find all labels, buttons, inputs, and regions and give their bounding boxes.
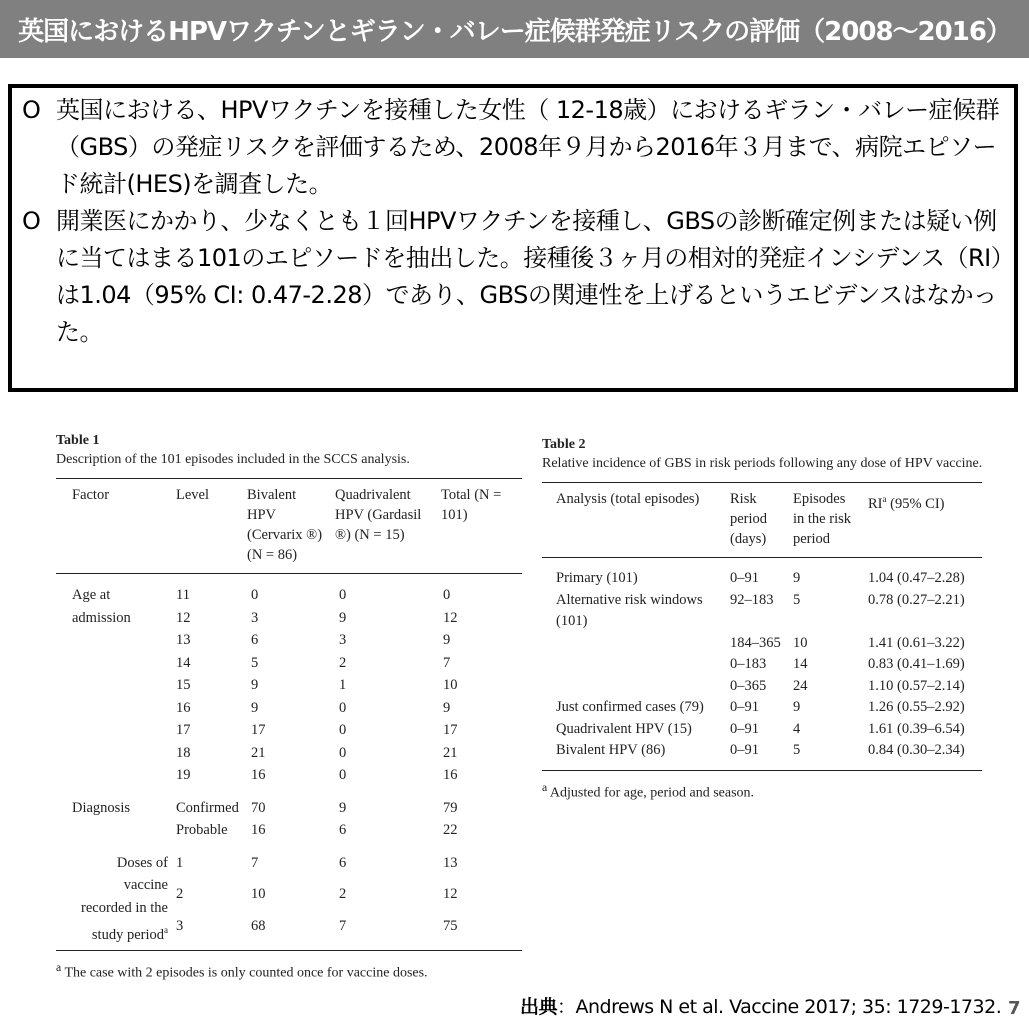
factor-cell: Age at admission: [72, 587, 131, 626]
table-cell: 18: [176, 744, 191, 761]
table-cell: 6: [251, 632, 259, 648]
table-cell: 17: [443, 722, 458, 738]
table-cell: 0.83 (0.41–1.69): [868, 656, 965, 672]
table-row: [542, 697, 982, 719]
table-cell: 13: [443, 854, 458, 871]
table2-footnote: [542, 781, 987, 802]
table-cell: 16: [251, 822, 266, 838]
table-cell: 0–91: [730, 570, 759, 586]
table-row: [56, 584, 522, 607]
table-row: [542, 568, 982, 590]
table-cell: 5: [793, 591, 801, 608]
table2-description: Relative incidence of GBS in risk periods following any dose of HPV vaccine.: [542, 456, 983, 471]
gap-cell: [56, 946, 522, 951]
table-cell: 12: [443, 609, 458, 626]
table-cell: [542, 633, 726, 655]
citation-label: 出典: [520, 996, 558, 1018]
table-cell: 0–91: [730, 720, 759, 737]
table-cell: 75: [443, 917, 458, 934]
table-cell: 0: [339, 767, 347, 783]
summary-text: 英国における、HPVワクチンを接種した女性（ 12-18歳）におけるギラン・バレー症候群（GBS）の発症リスクを評価するため、2008年９月から2016年３月まで、病院エピソード統計(HES)を調査した。: [56, 96, 1000, 198]
summary-box: [8, 84, 1018, 392]
table-row: [56, 797, 522, 820]
table2-header: Episodes in the risk period: [793, 491, 851, 547]
table-cell: Probable: [176, 822, 228, 838]
table-cell: Alternative risk windows (101): [556, 591, 703, 629]
table2-title: Table 2: [542, 437, 586, 452]
title-bar: [0, 0, 1029, 58]
table-cell: 14: [793, 656, 808, 672]
table-row: [542, 654, 982, 676]
table-cell: 15: [176, 677, 191, 693]
bullet-mark: O: [22, 207, 41, 235]
footnote-mark: a: [164, 925, 168, 935]
table-cell: 5: [793, 742, 801, 758]
row-gap: [542, 558, 982, 569]
table1-footnote: [56, 961, 526, 982]
table-cell: 4: [793, 720, 801, 737]
table1-header: Factor: [72, 487, 110, 503]
table-row: [542, 740, 982, 762]
gap-cell: [56, 574, 522, 585]
table-cell: 9: [793, 699, 801, 715]
table-cell: 9: [339, 799, 347, 816]
footnote-mark: a: [882, 494, 887, 504]
table2: [542, 436, 987, 801]
table-cell: 70: [251, 799, 266, 816]
table-cell: 0: [339, 722, 347, 738]
ci-label: (95% CI): [886, 495, 945, 512]
table-cell: 7: [251, 854, 259, 871]
table-cell: 7: [443, 654, 451, 671]
row-gap: [56, 787, 522, 797]
table-cell: 0.78 (0.27–2.21): [868, 591, 965, 608]
table-cell: 12: [443, 886, 458, 903]
table-cell: 92–183: [730, 591, 774, 608]
table-cell: 0–365: [730, 677, 767, 694]
citation: [520, 992, 1001, 1019]
table-cell: 68: [251, 917, 266, 934]
table-cell: 2: [339, 654, 347, 671]
table-cell: 24: [793, 677, 808, 694]
row-gap: [542, 762, 982, 771]
table-cell: 16: [176, 699, 191, 716]
table-cell: 0: [339, 699, 347, 716]
table-cell: Confirmed: [176, 799, 239, 816]
table-cell: 1: [176, 854, 184, 871]
table-cell: [542, 654, 726, 676]
factor-cell: Doses of vaccine recorded in the study period$^a$: [81, 854, 168, 943]
table1-header: Quadrivalent HPV (Gardasil ®) (N = 15): [335, 487, 422, 543]
table1-grid: [56, 478, 522, 951]
summary-bullet: [22, 203, 1006, 351]
table2-header: [864, 483, 982, 558]
table-cell: 0: [443, 587, 451, 603]
table-cell: 79: [443, 799, 458, 816]
table-cell: 184–365: [730, 634, 781, 651]
citation-text: ：Andrews N et al. Vaccine 2017; 35: 1729-1732.: [557, 996, 1002, 1018]
table-cell: 17: [251, 722, 266, 738]
table2-body: [542, 558, 982, 771]
table-cell: 9: [339, 609, 347, 626]
table-cell: 14: [176, 654, 191, 671]
table-cell: 9: [443, 632, 451, 648]
table-cell: 3: [339, 632, 347, 648]
table-row: [542, 676, 982, 698]
table-cell: 11: [176, 587, 190, 603]
table-cell: 1: [339, 677, 347, 693]
table-cell: 21: [443, 744, 458, 761]
table2-footnote-text: Adjusted for age, period and season.: [549, 785, 755, 801]
gap-cell: [56, 787, 522, 797]
row-gap: [56, 946, 522, 951]
table1-title: Table 1: [56, 433, 100, 448]
page-title: 英国におけるHPVワクチンとギラン・バレー症候群発症リスクの評価（2008～2016）: [18, 16, 1011, 47]
table-cell: 0: [251, 587, 259, 603]
table-cell: 3: [251, 609, 259, 626]
bullet-mark: O: [22, 96, 41, 124]
table-cell: 17: [176, 722, 191, 738]
table-cell: 2: [176, 886, 184, 903]
table-cell: 0.84 (0.30–2.34): [868, 742, 965, 758]
table-row: [542, 719, 982, 741]
table2-grid: [542, 482, 982, 771]
gap-cell: [542, 762, 982, 771]
table-cell: 1.10 (0.57–2.14): [868, 677, 965, 694]
table-row: [56, 852, 522, 884]
table1-header: Bivalent HPV (Cervarix ®) (N = 86): [247, 487, 323, 563]
table-cell: 21: [251, 744, 266, 761]
table-cell: Quadrivalent HPV (15): [556, 720, 692, 737]
table-cell: 5: [251, 654, 259, 671]
table-cell: [542, 676, 726, 698]
table-cell: 0: [339, 744, 347, 761]
table-cell: 9: [251, 677, 259, 693]
page-number: 7: [1008, 998, 1021, 1019]
table-cell: 9: [251, 699, 259, 716]
table1-header: Level: [176, 487, 210, 503]
table-cell: 2: [339, 886, 347, 903]
table-row: [542, 633, 982, 655]
table-cell: 1.61 (0.39–6.54): [868, 720, 965, 737]
table-cell: 1.26 (0.55–2.92): [868, 699, 965, 715]
table-cell: 3: [176, 917, 184, 934]
ri-label: RI: [868, 495, 883, 512]
table-cell: 6: [339, 822, 347, 838]
table-cell: 6: [339, 854, 347, 871]
table-cell: 19: [176, 767, 191, 783]
gap-cell: [542, 558, 982, 569]
table-row: [542, 590, 982, 633]
table-cell: 0–183: [730, 656, 767, 672]
table1-description: Description of the 101 episodes included in the SCCS analysis.: [56, 452, 410, 467]
table-cell: 9: [793, 570, 801, 586]
row-gap: [56, 842, 522, 852]
gap-cell: [56, 842, 522, 852]
table-cell: Just confirmed cases (79): [556, 699, 704, 715]
footnote-mark: a: [542, 780, 548, 794]
table-cell: 0–91: [730, 742, 759, 758]
table2-header: Risk period (days): [730, 491, 768, 547]
summary-text: 開業医にかかり、少なくとも１回HPVワクチンを接種し、GBSの診断確定例または疑い例に当てはまる101のエピソードを抽出した。接種後３ヶ月の相対的発症インシデンス（RI）は1.04（95% CI: 0.47-2.28）であり、GBSの関連性を上げるというエビデンスはなかった。: [56, 207, 1003, 346]
table-cell: 16: [251, 767, 266, 783]
table1-header: Total (N = 101): [441, 487, 502, 523]
table-cell: 13: [176, 632, 191, 648]
table-cell: 10: [251, 886, 266, 903]
table-cell: 10: [793, 634, 808, 651]
table-cell: 1.41 (0.61–3.22): [868, 634, 965, 651]
table-cell: 10: [443, 677, 458, 693]
table-cell: 0: [339, 587, 347, 603]
table-cell: 7: [339, 917, 347, 934]
table-cell: 12: [176, 609, 191, 626]
table-cell: 22: [443, 822, 458, 838]
table-cell: 1.04 (0.47–2.28): [868, 570, 965, 586]
table-cell: 0–91: [730, 699, 759, 715]
table-cell: Bivalent HPV (86): [556, 742, 666, 758]
row-gap: [56, 574, 522, 585]
factor-cell: Diagnosis: [72, 799, 130, 816]
table2-header: Analysis (total episodes): [556, 491, 700, 507]
table-cell: Primary (101): [556, 570, 638, 586]
table-cell: 9: [443, 699, 451, 716]
table1-body: [56, 574, 522, 951]
table1: [56, 432, 526, 982]
summary-bullet: [22, 92, 1006, 203]
table1-footnote-text: The case with 2 episodes is only counted once for vaccine doses.: [64, 965, 428, 981]
table-cell: 16: [443, 767, 458, 783]
footnote-mark: a: [56, 961, 62, 975]
